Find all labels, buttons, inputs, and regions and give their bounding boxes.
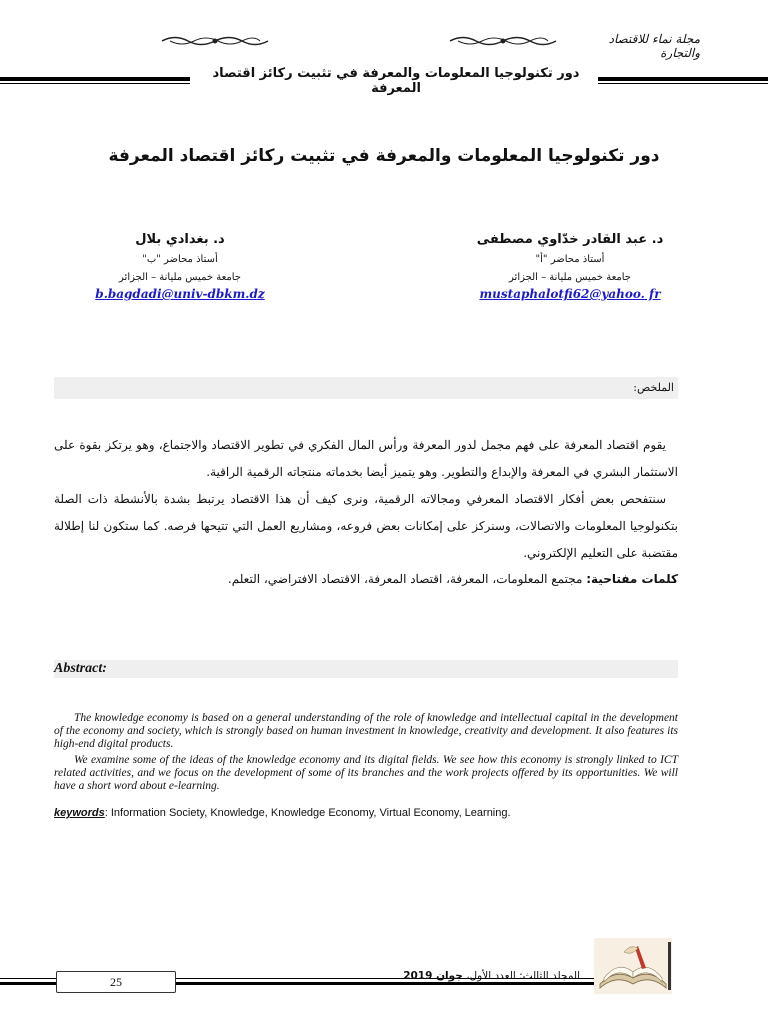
english-keywords-label: keywords (54, 807, 105, 819)
author-block (80, 232, 280, 301)
ornament-left-icon (160, 34, 270, 48)
arabic-abstract-heading-bar (54, 377, 678, 399)
arabic-keywords-label: كلمات مفتاحية: (586, 572, 678, 586)
journal-header (150, 30, 710, 60)
author-institution: جامعة خميس مليانة – الجزائر (119, 272, 241, 283)
arabic-abstract-paragraph: سنتفحص بعض أفكار الاقتصاد المعرفي ومجالاته الرقمية، ونرى كيف أن هذا الاقتصاد يرتبط بشدة بالأنشطة ذات الصلة بتكنولوجيا المعلومات والاتصالات، وسنركز على إمكانات بعض فروعه، ومشاريع العمل التي تتيحها فرصه. كما ستكون لنا إطلالة مقتضبة على التعليم الإلكتروني. (54, 492, 678, 560)
arabic-abstract-paragraph: يقوم اقتصاد المعرفة على فهم مجمل لدور المعرفة ورأس المال الفكري في تطوير الاقتصاد والاجتماع، وهو يرتكز بقوة على الاستثمار البشري في المعرفة والإبداع والتطوير. وهو يتميز أيضا بخدماته منتجاته الرقمية الراقية. (54, 438, 678, 479)
english-abstract-heading-bar (54, 660, 678, 678)
issue-date: جوان 2019 (403, 970, 463, 982)
author-name: د. بغدادي بلال (135, 232, 225, 247)
author-rank: أستاذ محاضر "أ" (535, 254, 605, 265)
paper-title: دور تكنولوجيا المعلومات والمعرفة في تثبيت ركائز اقتصاد المعرفة (108, 146, 660, 166)
arabic-keywords-text: مجتمع المعلومات، المعرفة، اقتصاد المعرفة، الاقتصاد الافتراضي، التعلم. (227, 572, 583, 586)
arabic-abstract-body (54, 432, 678, 567)
english-abstract-heading: Abstract: (54, 661, 107, 676)
ornament-right-icon (448, 34, 558, 48)
author-institution: جامعة خميس مليانة – الجزائر (509, 272, 631, 283)
page-number: 25 (56, 971, 176, 993)
open-book-logo-icon (594, 938, 672, 994)
english-abstract-paragraph: We examine some of the ideas of the knowledge economy and its digital fields. We see how this economy is strongly linked to ICT related activities, and we focus on the development of some of its branches and the work projects offered by its opportunities. We will have a short word about e-learning. (54, 754, 678, 792)
running-title: دور تكنولوجيا المعلومات والمعرفة في تثبيت ركائز اقتصاد المعرفة (212, 66, 580, 96)
author-rank: أستاذ محاضر "ب" (142, 254, 218, 265)
author-name: د. عبد القادر خدّاوي مصطفى (476, 232, 664, 247)
arabic-abstract-heading: الملخص: (633, 381, 674, 394)
author-email-link[interactable]: b.bagdadi@univ-dbkm.dz (95, 287, 265, 301)
english-abstract-paragraph: The knowledge economy is based on a general understanding of the role of knowledge and intellectual capital in the development of the economy and society, which is strongly based on human investment in knowledge, creativity and development. It also features its high-end digital products. (54, 712, 678, 750)
journal-name: مجلة نماء للاقتصاد والتجارة (608, 32, 700, 60)
english-abstract-body (54, 712, 678, 796)
issue-info (380, 970, 580, 982)
english-keywords-text: : Information Society, Knowledge, Knowledge Economy, Virtual Economy, Learning. (104, 807, 511, 819)
author-email-link[interactable]: mustaphalotfi62@yahoo. fr (479, 287, 661, 301)
arabic-keywords (54, 572, 678, 586)
author-block (470, 232, 670, 301)
issue-volume: المجلد الثالث: العدد الأول، (466, 970, 580, 982)
english-keywords (54, 807, 678, 819)
